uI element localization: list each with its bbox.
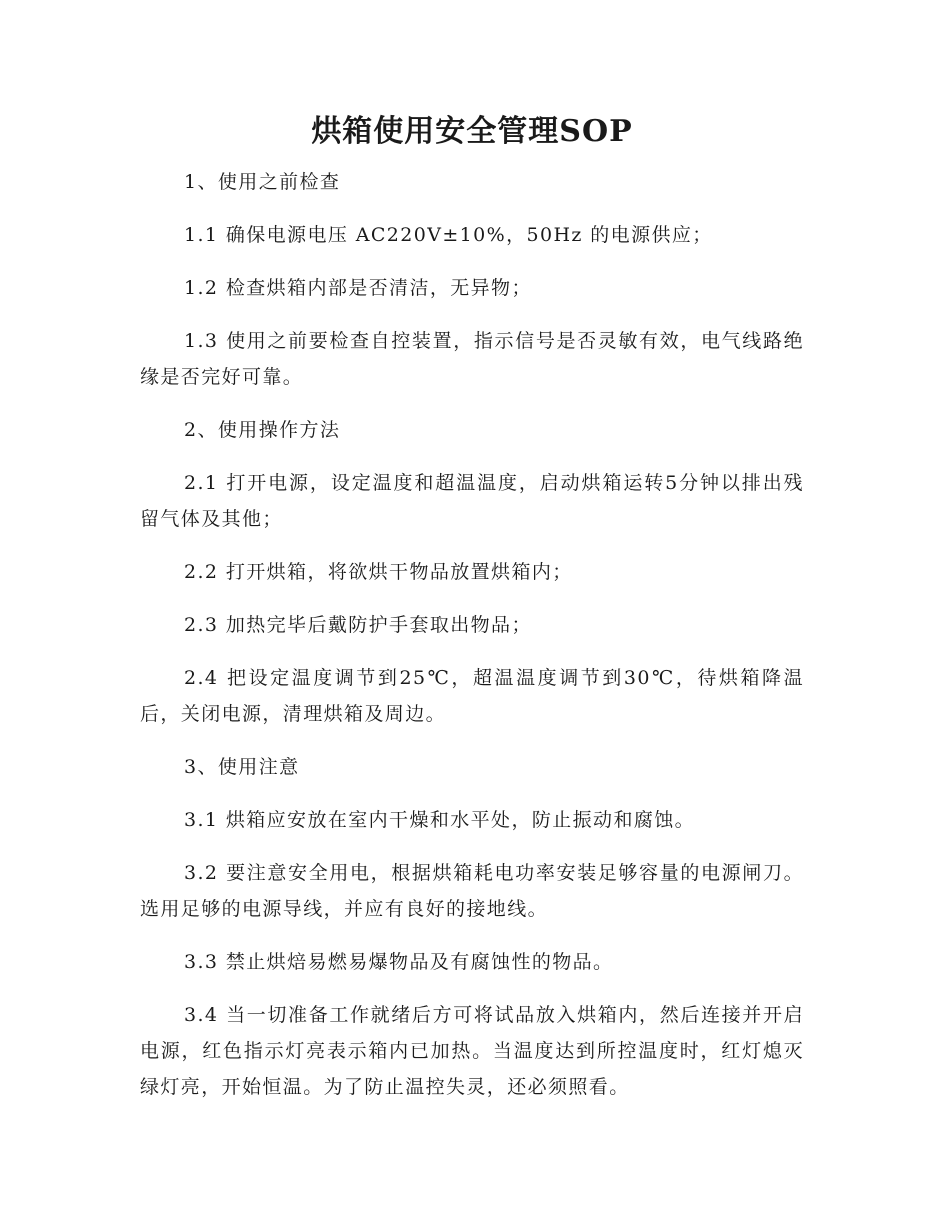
paragraph-2-4: 2.4 把设定温度调节到25℃，超温温度调节到30℃，待烘箱降温后，关闭电源，清理烘箱及周边。 [140, 667, 804, 725]
paragraph-3-3: 3.3 禁止烘焙易燃易爆物品及有腐蚀性的物品。 [184, 951, 614, 973]
paragraph-3-1: 3.1 烘箱应安放在室内干燥和水平处，防止振动和腐蚀。 [184, 809, 696, 831]
paragraph-2-3: 2.3 加热完毕后戴防护手套取出物品； [184, 614, 532, 636]
paragraph-2-2: 2.2 打开烘箱，将欲烘干物品放置烘箱内； [184, 561, 573, 583]
section-heading-3: 3、使用注意 [184, 756, 300, 778]
paragraph-2-1: 2.1 打开电源，设定温度和超温温度，启动烘箱运转5分钟以排出残留气体及其他； [140, 472, 804, 530]
paragraph-1-3: 1.3 使用之前要检查自控装置，指示信号是否灵敏有效，电气线路绝缘是否完好可靠。 [140, 330, 804, 388]
section-heading-1: 1、使用之前检查 [184, 171, 341, 193]
document-title: 烘箱使用安全管理SOP [311, 114, 633, 149]
paragraph-3-2: 3.2 要注意安全用电，根据烘箱耗电功率安装足够容量的电源闸刀。选用足够的电源导线，并应有良好的接地线。 [140, 862, 804, 920]
paragraph-3-4: 3.4 当一切准备工作就绪后方可将试品放入烘箱内，然后连接并开启电源，红色指示灯亮表示箱内已加热。当温度达到所控温度时，红灯熄灭绿灯亮，开始恒温。为了防止温控失灵，还必须照看。 [140, 1004, 804, 1098]
paragraph-1-2: 1.2 检查烘箱内部是否清洁，无异物； [184, 277, 532, 299]
section-heading-2: 2、使用操作方法 [184, 419, 341, 441]
paragraph-1-1: 1.1 确保电源电压 AC220V±10%，50Hz 的电源供应； [184, 224, 713, 246]
